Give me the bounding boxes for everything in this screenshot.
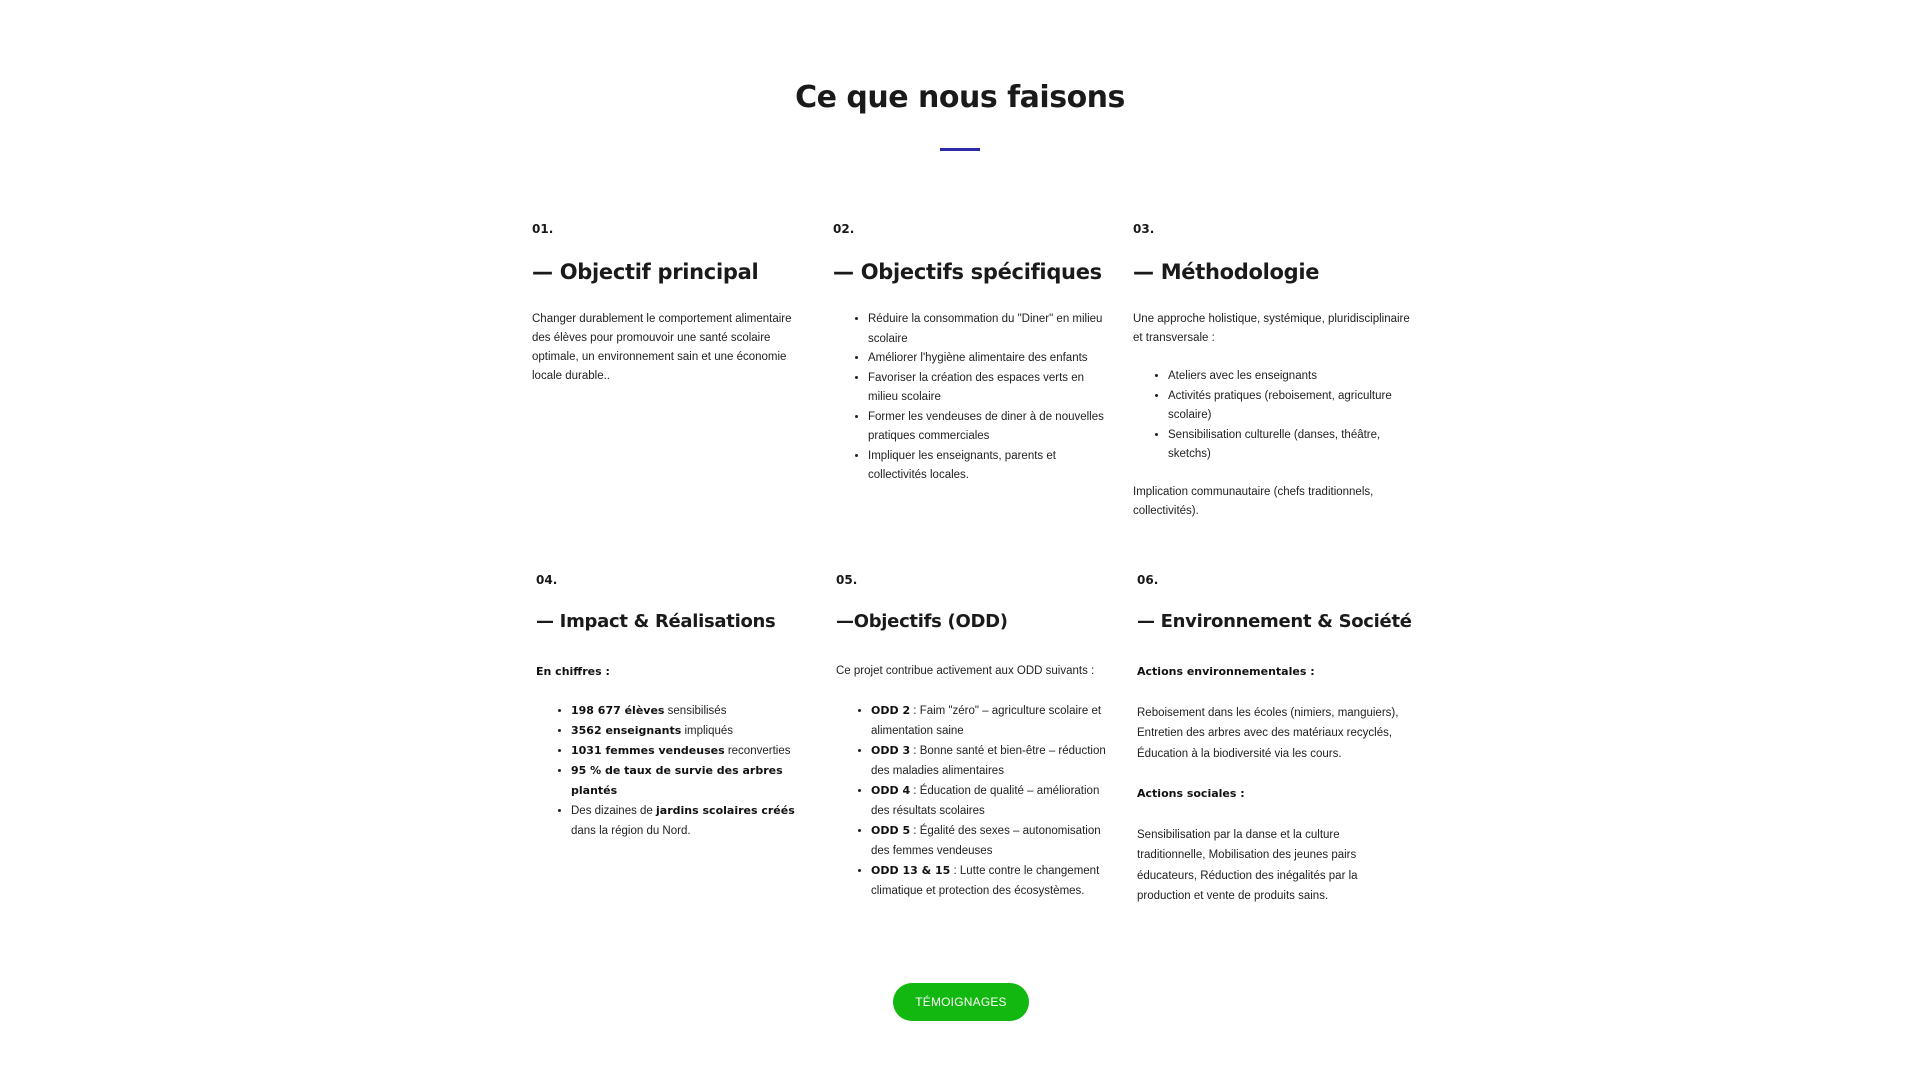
card-number: 04.: [536, 573, 558, 587]
card-impact-realisations: [536, 573, 811, 841]
figure-value: 3562 enseignants: [571, 724, 682, 737]
odd-code: ODD 13 & 15: [871, 864, 951, 877]
odd-code: ODD 4: [871, 784, 911, 797]
odd-code: ODD 3: [871, 744, 911, 757]
card-text: Changer durablement le comportement alimentaire des élèves pour promouvoir une santé scolaire optimale, un environnement sain et une économie locale durable..: [532, 313, 792, 382]
list-item: • Favoriser la création des espaces verts en milieu scolaire: [868, 369, 1113, 408]
odd-list: [836, 701, 1111, 901]
card-number: 02.: [833, 222, 855, 236]
figure-text: sensibilisés: [664, 705, 727, 717]
card-intro: Une approche holistique, systémique, pluridisciplinaire et transversale :: [1133, 313, 1410, 344]
list-item: • Sensibilisation culturelle (danses, théâtre, sketchs): [1168, 426, 1418, 465]
list-item: • Ateliers avec les enseignants: [1168, 367, 1418, 387]
list-item: [871, 781, 1111, 821]
environment-text: Reboisement dans les écoles (nimiers, manguiers), Entretien des arbres avec des matériaux recyclés, Éducation à la biodiversité via les cours.: [1137, 706, 1399, 760]
objectives-list: [833, 310, 1113, 486]
methodology-list: [1133, 367, 1418, 465]
odd-text: : Faim "zéro" – agriculture scolaire et alimentation saine: [871, 705, 1102, 737]
title-underline: [940, 148, 980, 151]
card-number: 03.: [1133, 222, 1155, 236]
card-number: 01.: [532, 222, 554, 236]
odd-text: : Égalité des sexes – autonomisation des femmes vendeuses: [871, 825, 1101, 857]
testimonials-button[interactable]: TÉMOIGNAGES: [893, 983, 1029, 1021]
figure-text: dans la région du Nord.: [571, 825, 691, 837]
figure-value: 198 677 élèves: [571, 704, 665, 717]
list-item: [871, 861, 1111, 901]
odd-text: : Éducation de qualité – amélioration des résultats scolaires: [871, 785, 1100, 817]
figure-value: 1031 femmes vendeuses: [571, 744, 725, 757]
list-item: [571, 721, 811, 741]
card-title: —Objectifs (ODD): [836, 611, 1008, 632]
figures-list: [536, 701, 811, 841]
odd-code: ODD 2: [871, 704, 911, 717]
card-objectifs-specifiques: [833, 222, 1113, 486]
card-number: 06.: [1137, 573, 1159, 587]
figures-label: En chiffres :: [536, 665, 610, 678]
list-item: • Réduire la consommation du "Diner" en milieu scolaire: [868, 310, 1113, 349]
card-title: — Méthodologie: [1133, 260, 1320, 284]
odd-text: : Bonne santé et bien-être – réduction des maladies alimentaires: [871, 745, 1106, 777]
card-body: [1137, 662, 1407, 907]
card-body: [536, 662, 811, 841]
social-text: Sensibilisation par la danse et la culture traditionnelle, Mobilisation des jeunes pairs éducateurs, Réduction des inégalités par la production et vente de produits sains.: [1137, 828, 1358, 902]
odd-code: ODD 5: [871, 824, 911, 837]
list-item: • Activités pratiques (reboisement, agriculture scolaire): [1168, 387, 1418, 426]
list-item: • Impliquer les enseignants, parents et collectivités locales.: [868, 447, 1113, 486]
card-objectifs-odd: [836, 573, 1111, 901]
figure-text: impliqués: [681, 725, 734, 737]
figure-value: jardins scolaires créés: [656, 804, 795, 817]
card-outro: Implication communautaire (chefs traditionnels, collectivités).: [1133, 485, 1374, 517]
card-number: 05.: [836, 573, 858, 587]
list-item: [571, 761, 811, 801]
list-item: [571, 701, 811, 721]
figure-value: 95 % de taux de survie des arbres plantés: [571, 764, 783, 797]
list-item: [571, 741, 811, 761]
card-body: [833, 310, 1113, 486]
list-item: [871, 741, 1111, 781]
card-body: [836, 662, 1111, 901]
card-methodologie: [1133, 222, 1418, 521]
card-body: [532, 310, 807, 386]
card-title: — Objectifs spécifiques: [833, 260, 1102, 284]
section-title: Ce que nous faisons: [795, 80, 1125, 115]
card-environnement-societe: [1137, 573, 1412, 907]
card-title: — Environnement & Société: [1137, 611, 1412, 632]
figure-prefix: Des dizaines de: [571, 805, 657, 817]
card-intro: Ce projet contribue activement aux ODD suivants :: [836, 665, 1095, 677]
list-item: [871, 701, 1111, 741]
odd-text: : Lutte contre le changement climatique et protection des écosystèmes.: [871, 865, 1100, 897]
card-title: — Impact & Réalisations: [536, 611, 776, 632]
environment-label: Actions environnementales :: [1137, 665, 1315, 678]
card-body: [1133, 310, 1418, 521]
list-item: [871, 821, 1111, 861]
figure-text: reconverties: [724, 745, 791, 757]
social-label: Actions sociales :: [1137, 787, 1245, 800]
card-objectif-principal: [532, 222, 807, 386]
list-item: • Former les vendeuses de diner à de nouvelles pratiques commerciales: [868, 408, 1113, 447]
list-item: [571, 801, 811, 841]
card-title: — Objectif principal: [532, 260, 759, 284]
list-item: • Améliorer l'hygiène alimentaire des enfants: [868, 349, 1113, 369]
